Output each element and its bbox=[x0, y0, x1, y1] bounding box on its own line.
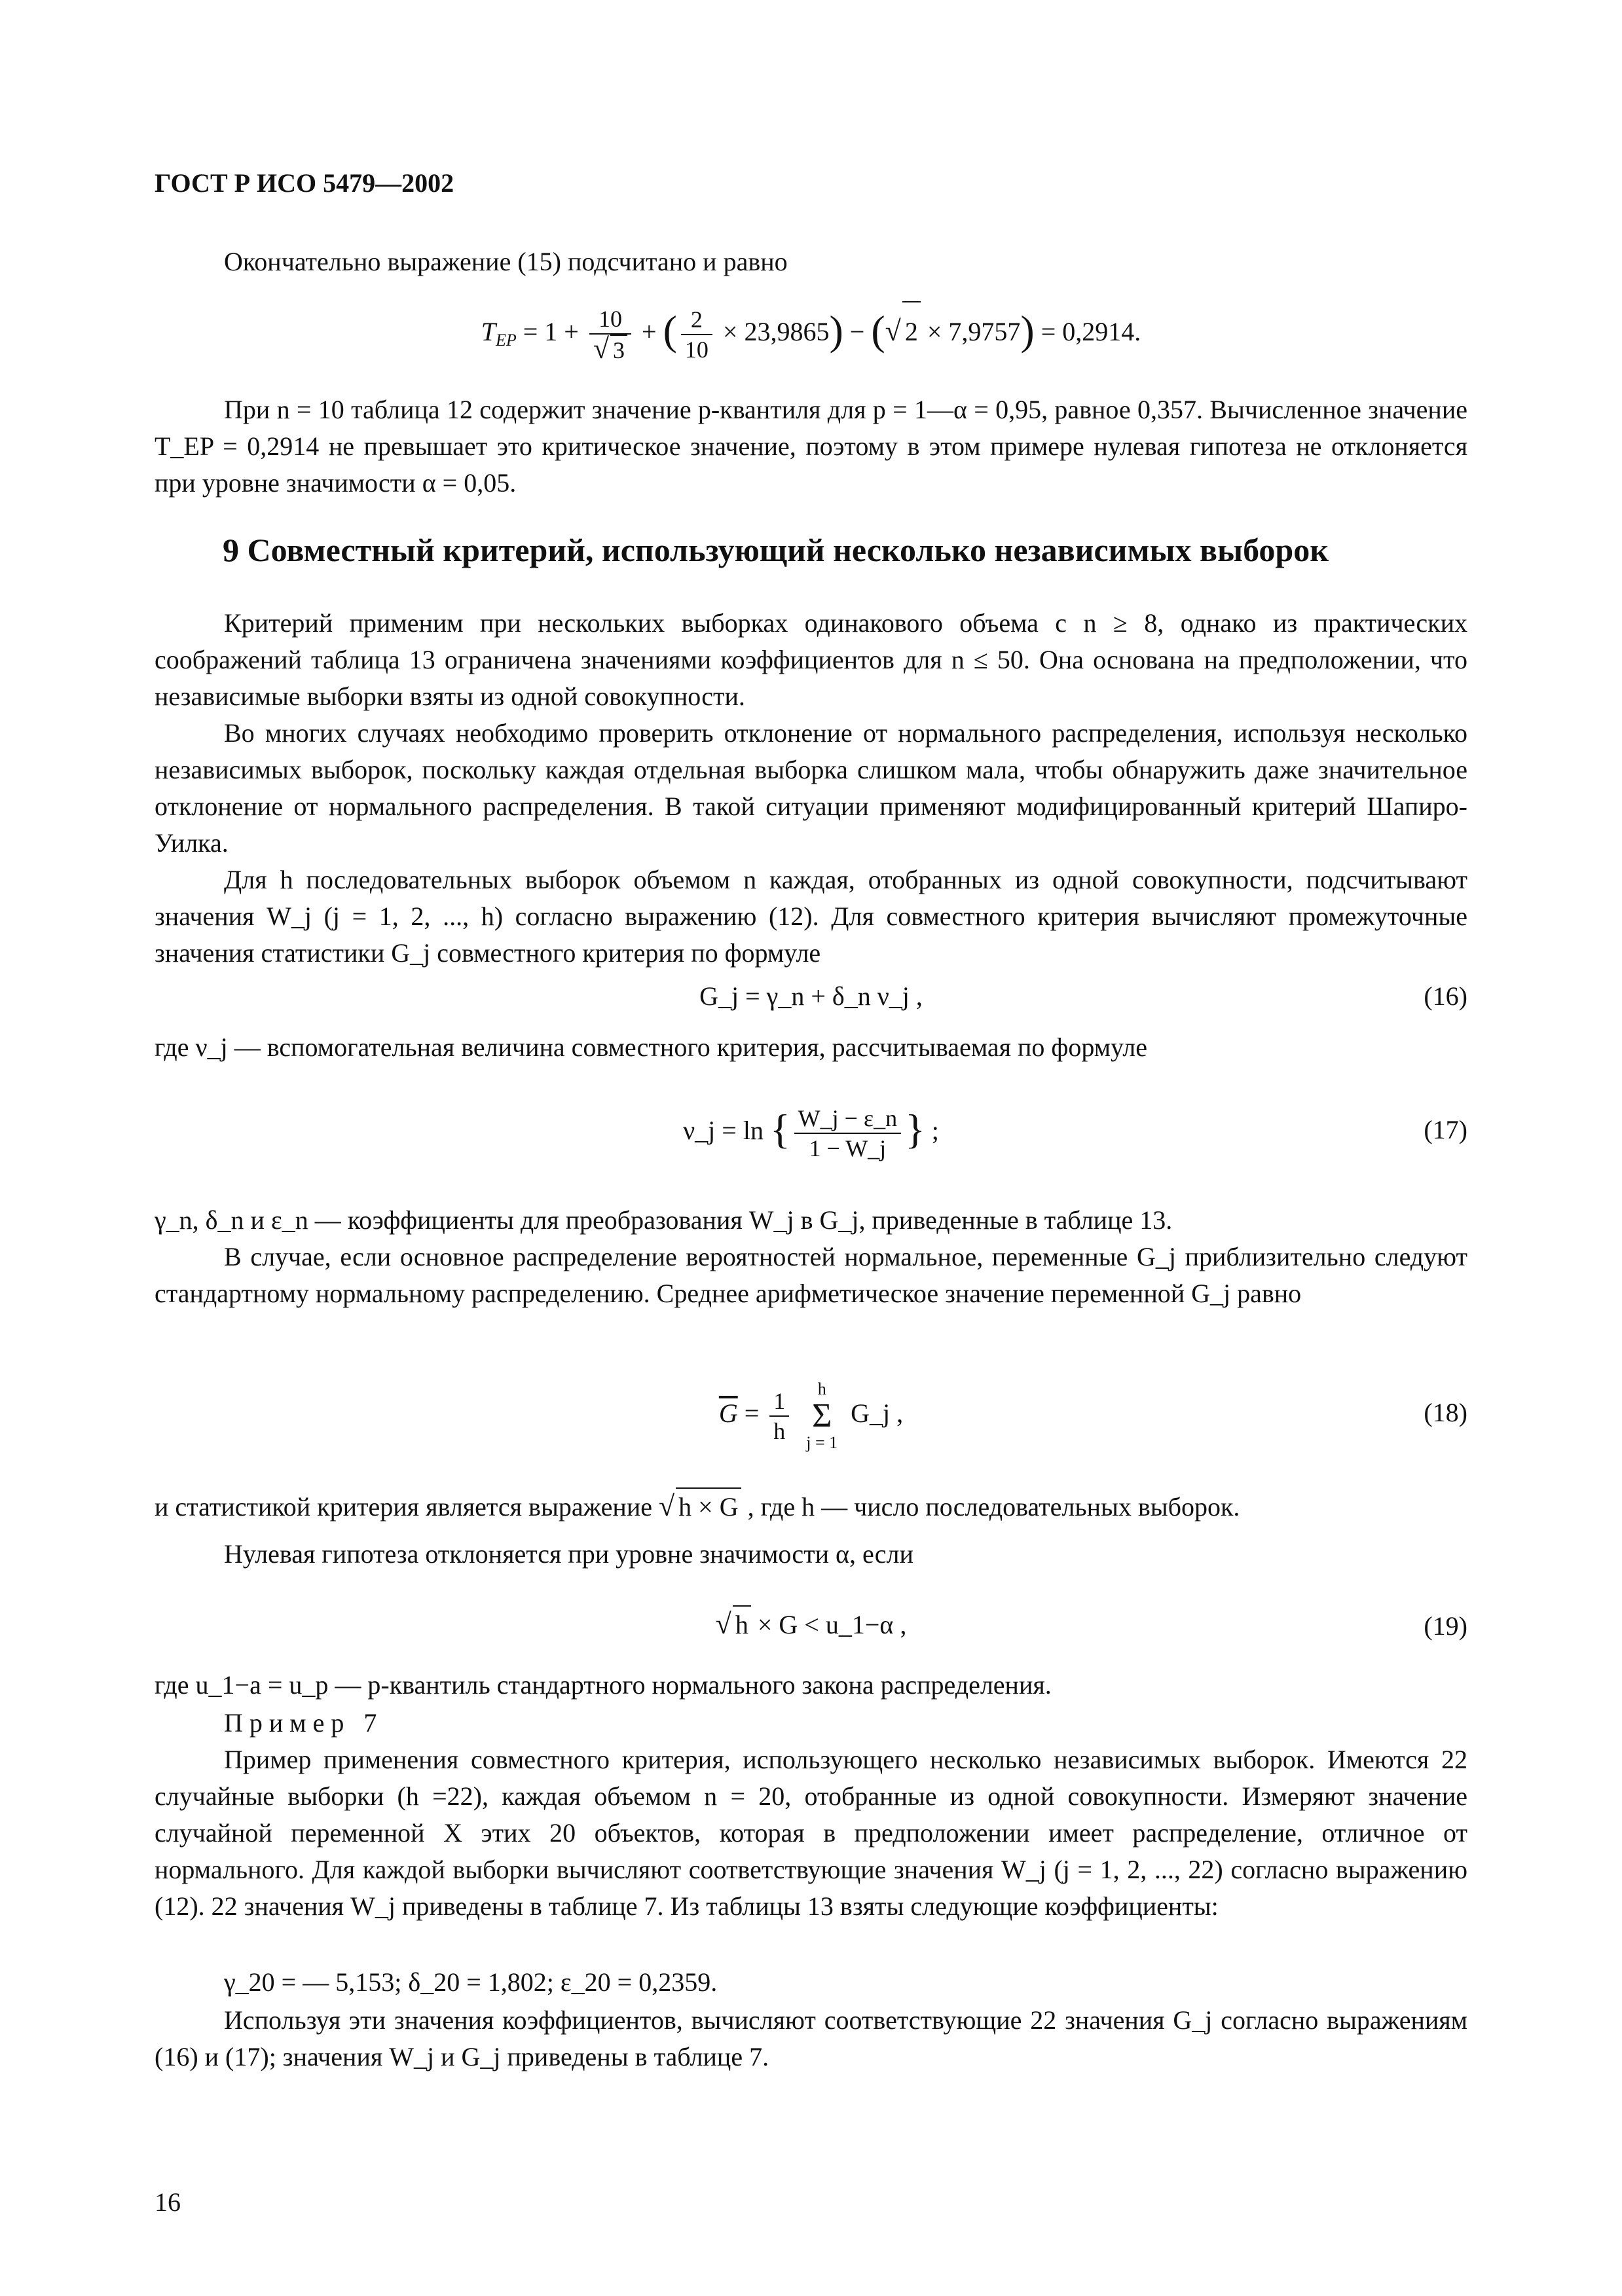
formula-15-frac2-den: 10 bbox=[684, 336, 709, 363]
formula-17-frac bbox=[794, 1104, 901, 1163]
formula-17-lhs: ν_j = ln bbox=[683, 1116, 764, 1145]
formula-18-sum-bottom: j = 1 bbox=[806, 1432, 838, 1452]
paragraph-10: Пример применения совместного критерия, использующего несколько независимых выборок. Имеются 22 случайные выборки (h =22), каждая объемом n = 20, отобранные из одной совокупности. Измеряют значение случайной переменной X этих 20 объектов, которая в предположении имеет распределение, отличное от нормального. Для каждой выборки вычисляют соответствующие значения W_j (j = 1, 2, ..., 22) согласно выражению (12). 22 значения W_j приведены в таблице 7. Из таблицы 13 взяты следующие коэффициенты: bbox=[155, 1745, 1467, 1921]
paragraph-4: где ν_j — вспомогательная величина совместного критерия, рассчитываемая по формуле bbox=[155, 1032, 1147, 1062]
formula-19-expr: × G < u_1−α , bbox=[757, 1610, 907, 1639]
formula-16: G_j = γ_n + δ_n ν_j , bbox=[699, 981, 923, 1011]
formula-19: √ h × G < u_1−α , bbox=[155, 1605, 1467, 1643]
formula-15-frac1 bbox=[589, 304, 631, 365]
formula-15-tail: × 7,9757 bbox=[927, 317, 1021, 346]
formula-18-frac bbox=[769, 1387, 789, 1446]
page-number: 16 bbox=[155, 2187, 181, 2217]
formula-15-frac2-num: 2 bbox=[681, 305, 712, 335]
formula-15-frac1-num: 10 bbox=[589, 304, 631, 335]
paragraph-8: Нулевая гипотеза отклоняется при уровне значимости α, если bbox=[224, 1539, 913, 1569]
paragraph-5: γ_n, δ_n и ε_n — коэффициенты для преобразования W_j в G_j, приведенные в таблице 13. bbox=[155, 1205, 1173, 1235]
formula-15-result: = 0,2914. bbox=[1041, 317, 1141, 346]
formula-15-lhs: T bbox=[481, 317, 496, 346]
formula-18-lhs: $\overline{G}$ bbox=[718, 1398, 738, 1428]
example-label: Пример 7 bbox=[224, 1708, 384, 1738]
formula-17-num: W_j − ε_n bbox=[794, 1104, 901, 1134]
paragraph-2: Во многих случаях необходимо проверить отклонение от нормального распределения, используя несколько независимых выборок, поскольку каждая отдельная выборка слишком мала, чтобы обнаружить даже значительное отклонение от нормального распределения. В такой ситуации применяют модифицированный критерий Шапиро-Уилка. bbox=[155, 718, 1467, 858]
paragraph-7: и статистикой критерия является выражение √ h × G , где h — число последовательных выборок. bbox=[155, 1487, 1467, 1525]
document-header: ГОСТ Р ИСО 5479—2002 bbox=[155, 168, 454, 198]
formula-18-frac-num: 1 bbox=[769, 1387, 789, 1417]
paragraph-7-after: , где h — число последовательных выборок. bbox=[747, 1492, 1240, 1522]
equation-number-19: (19) bbox=[1424, 1611, 1467, 1641]
paragraph-9: где u_1−a = u_p — p-квантиль стандартного нормального закона распределения. bbox=[155, 1670, 1052, 1700]
paragraph-6: В случае, если основное распределение вероятностей нормальное, переменные G_j приблизительно следуют стандартному нормальному распределению. Среднее арифметическое значение переменной G_j равно bbox=[155, 1242, 1467, 1308]
formula-17-end: ; bbox=[931, 1116, 939, 1145]
paragraph-1: Критерий применим при нескольких выборках одинакового объема с n ≥ 8, однако из практических соображений таблица 13 ограничена значениями коэффициентов для n ≤ 50. Она основана на предположении, что независимые выборки взяты из одной совокупности. bbox=[155, 608, 1467, 711]
formula-15-part1: = 1 + bbox=[523, 317, 579, 346]
formula-18-rhs: G_j , bbox=[851, 1398, 904, 1428]
equation-number-18: (18) bbox=[1424, 1398, 1467, 1427]
equation-number-17: (17) bbox=[1424, 1115, 1467, 1144]
formula-17: ν_j = ln { $\frac{W\_j - \varepsilon\_n}{1 - W\_j}$ } ; bbox=[683, 1104, 939, 1161]
formula-15-minus: − bbox=[849, 317, 865, 346]
coefficients-line: γ_20 = — 5,153; δ_20 = 1,802; ε_20 = 0,2359. bbox=[224, 1967, 718, 1997]
section-heading: 9 Совместный критерий, использующий несколько независимых выборок bbox=[223, 532, 1329, 568]
paragraph-11: Используя эти значения коэффициентов, вычисляют соответствующие 22 значения G_j согласно выражениям (16) и (17); значения W_j и G_j приведены в таблице 7. bbox=[155, 2005, 1467, 2071]
formula-15-frac2 bbox=[681, 305, 712, 364]
formula-15-mid: × 23,9865 bbox=[722, 317, 830, 346]
formula-15-sqrt: 2 bbox=[902, 301, 921, 361]
formula-15-frac1-den: √ 3 bbox=[589, 335, 631, 365]
formula-15-plus: + bbox=[642, 317, 657, 346]
formula-18-sum: h Σ j = 1 bbox=[806, 1379, 838, 1452]
formula-18-frac-den: h bbox=[773, 1417, 786, 1444]
formula-15: $T_{EP} = 1$ + $\frac{10}{√ 3}$ + ( $\frac{2}{10}$ × 23,9865) − (√ 2 × 7,9757) = 0,2914. bbox=[155, 301, 1467, 365]
paragraph-n10: При n = 10 таблица 12 содержит значение p-квантиля для p = 1—α = 0,95, равное 0,357. Вычисленное значение T_EP = 0,2914 не превышает это критическое значение, поэтому в этом примере нулевая гипотеза не отклоняется при уровне значимости α = 0,05. bbox=[155, 395, 1467, 498]
paragraph-7-before: и статистикой критерия является выражение bbox=[155, 1492, 652, 1522]
paragraph-7-expr: h × G bbox=[676, 1487, 741, 1525]
formula-18-eq: = bbox=[744, 1398, 760, 1428]
formula-18-sum-top: h bbox=[817, 1379, 826, 1398]
paragraph-3: Для h последовательных выборок объемом n каждая, отобранных из одной совокупности, подсчитывают значения W_j (j = 1, 2, ..., h) согласно выражению (12). Для совместного критерия вычисляют промежуточные значения статистики G_j совместного критерия по формуле bbox=[155, 865, 1467, 968]
formula-17-den: 1 − W_j bbox=[809, 1135, 887, 1161]
formula-15-lhs-sub: EP bbox=[495, 331, 517, 350]
equation-number-16: (16) bbox=[1424, 981, 1467, 1011]
formula-19-sqrt: h bbox=[733, 1605, 751, 1643]
formula-18 bbox=[155, 1377, 1467, 1453]
intro-paragraph: Окончательно выражение (15) подсчитано и равно bbox=[224, 247, 788, 276]
